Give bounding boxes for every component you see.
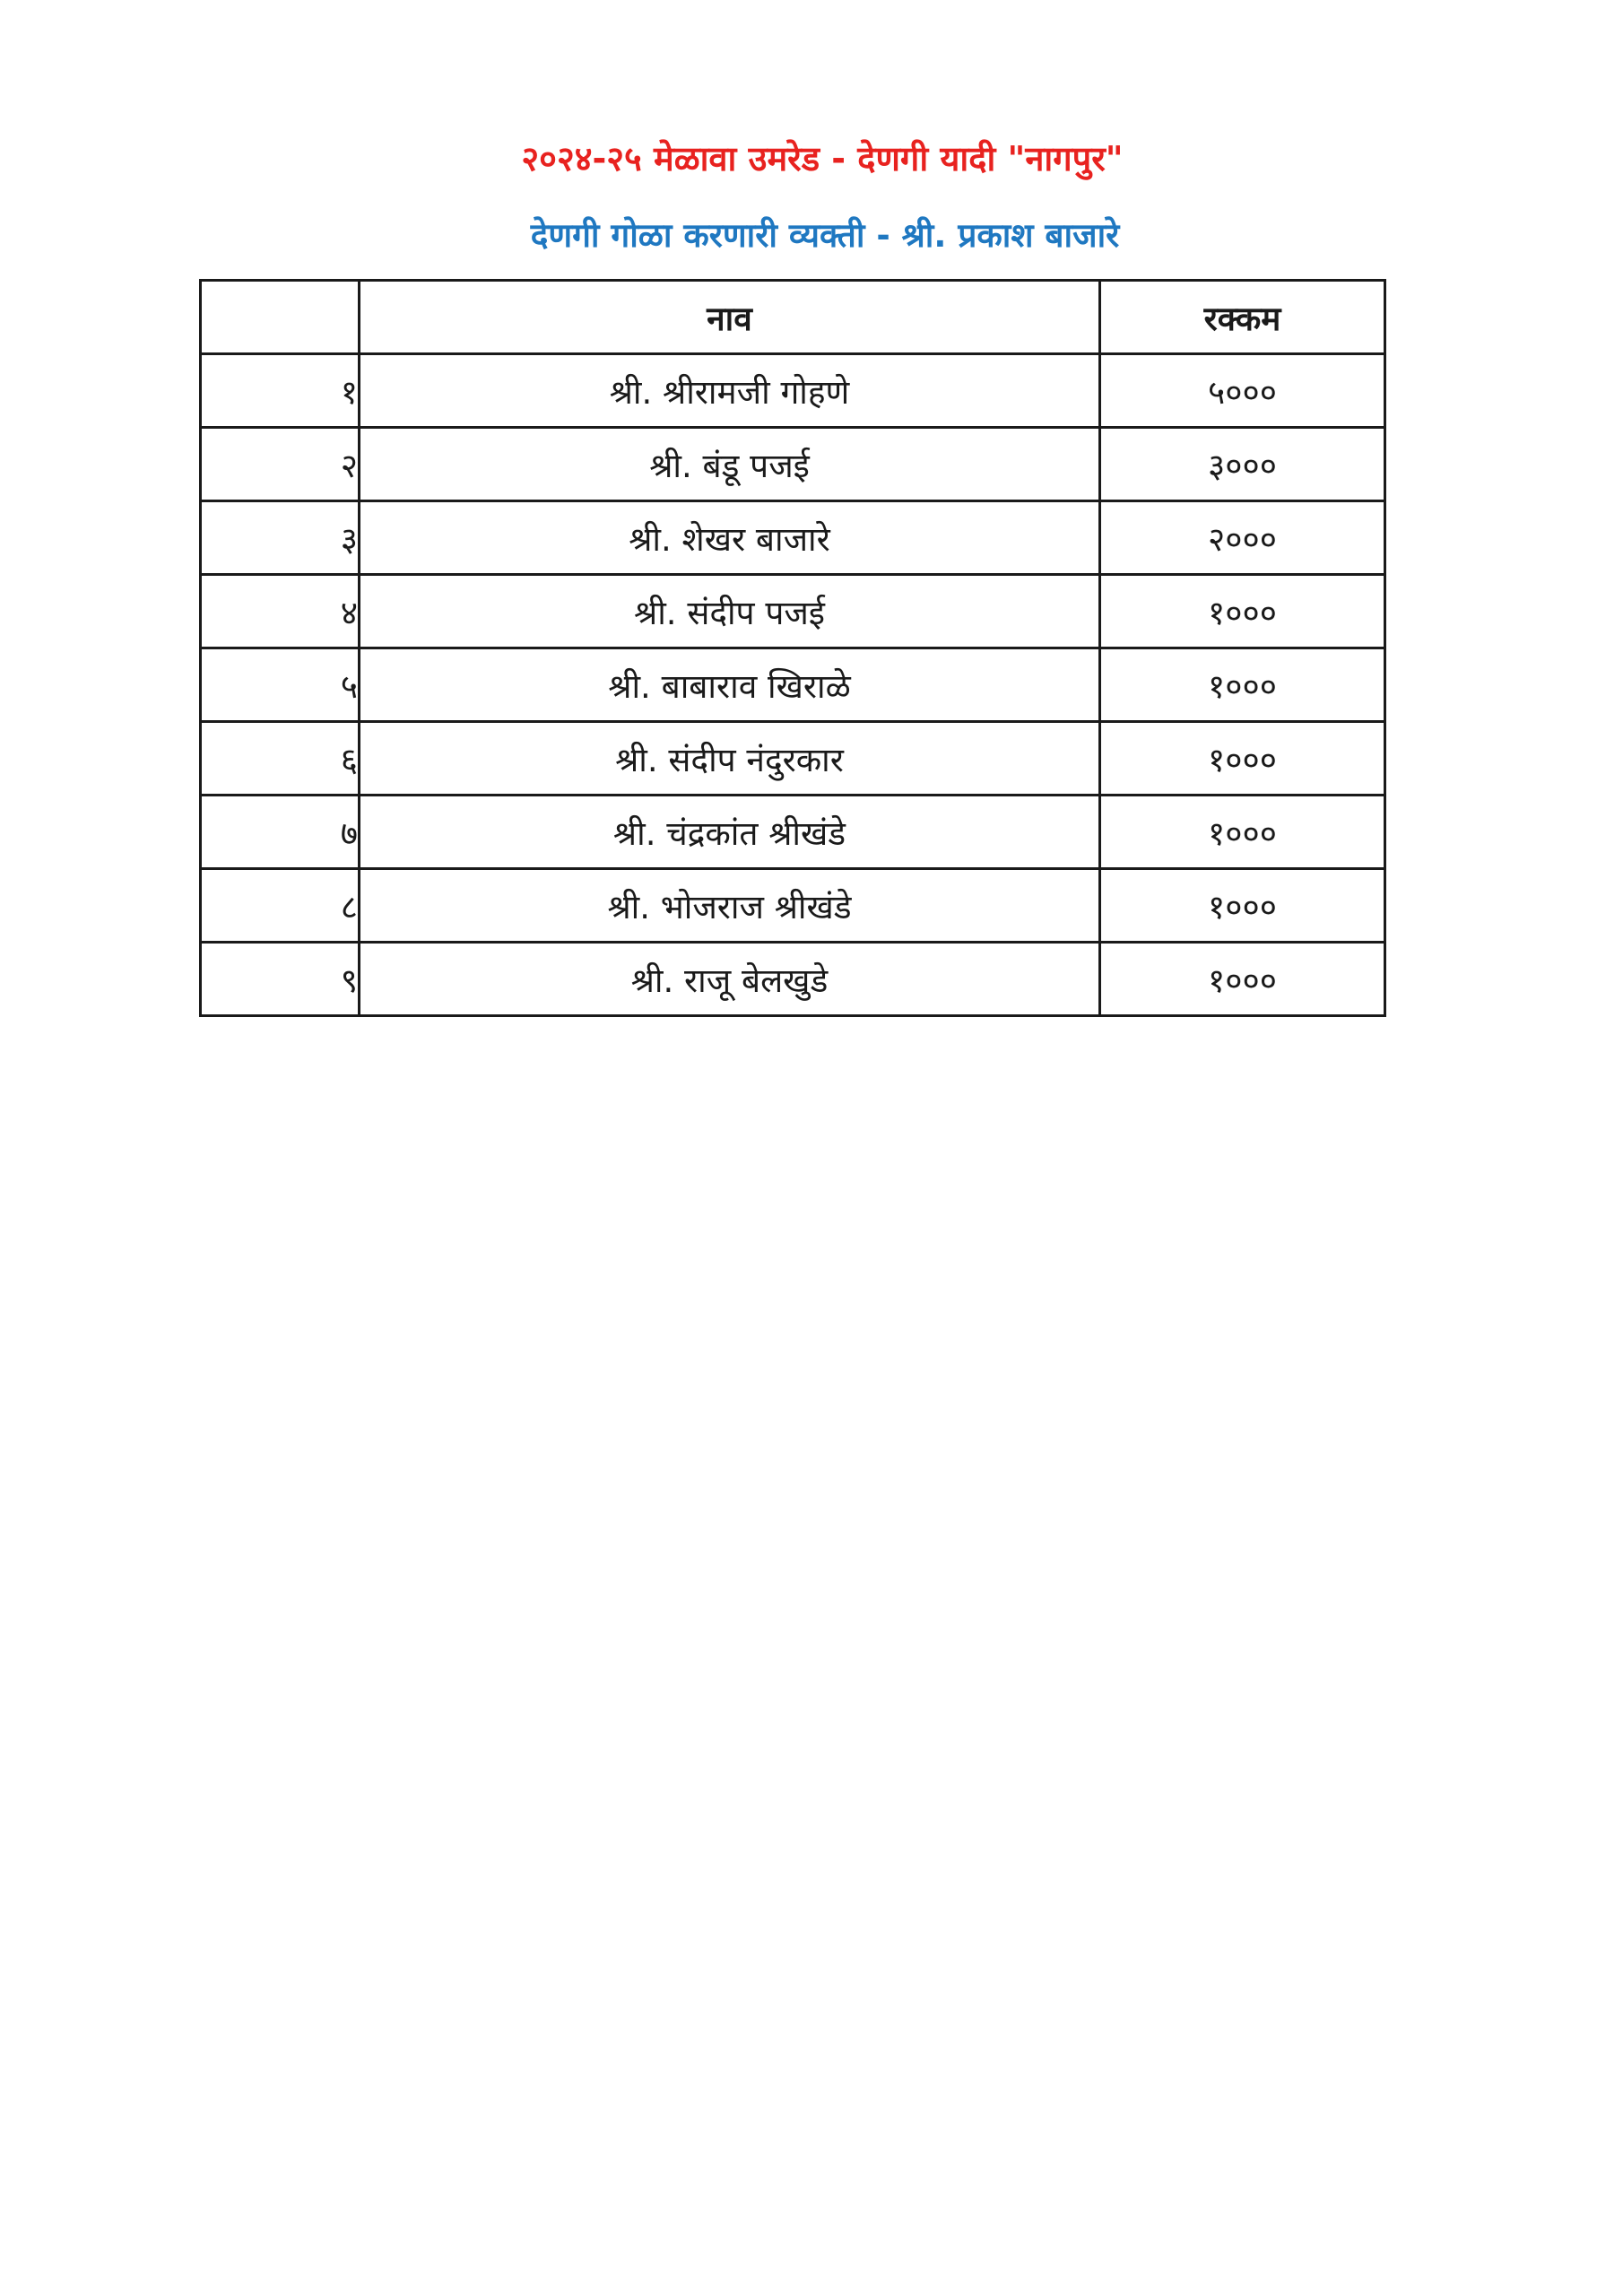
row-donor-name: श्री. राजू बेलखुडे <box>360 943 1100 1016</box>
table-header-row <box>201 281 1385 354</box>
row-donor-name: श्री. श्रीरामजी गोहणे <box>360 354 1100 428</box>
row-amount: १००० <box>1100 943 1385 1016</box>
header-serial-number <box>201 281 360 354</box>
table-row <box>201 501 1385 575</box>
row-amount: ३००० <box>1100 428 1385 501</box>
row-amount: १००० <box>1100 796 1385 869</box>
row-serial-number: ९ <box>201 943 360 1016</box>
row-amount: ५००० <box>1100 354 1385 428</box>
document-title: २०२४-२५ मेळावा उमरेड - देणगी यादी "नागपुर" <box>521 139 1124 178</box>
row-donor-name: श्री. भोजराज श्रीखंडे <box>360 869 1100 943</box>
row-donor-name: श्री. संदीप पजई <box>360 575 1100 648</box>
row-donor-name: श्री. शेखर बाजारे <box>360 501 1100 575</box>
row-amount: २००० <box>1100 501 1385 575</box>
table-row <box>201 722 1385 796</box>
header-name: नाव <box>360 281 1100 354</box>
row-amount: १००० <box>1100 575 1385 648</box>
row-serial-number: २ <box>201 428 360 501</box>
table-row <box>201 796 1385 869</box>
row-serial-number: ३ <box>201 501 360 575</box>
table-row <box>201 943 1385 1016</box>
row-serial-number: ४ <box>201 575 360 648</box>
collector-subtitle: देणगी गोळा करणारी व्यक्ती - श्री. प्रकाश बाजारे <box>530 216 1120 255</box>
row-donor-name: श्री. चंद्रकांत श्रीखंडे <box>360 796 1100 869</box>
row-amount: १००० <box>1100 722 1385 796</box>
row-donor-name: श्री. संदीप नंदुरकार <box>360 722 1100 796</box>
row-serial-number: १ <box>201 354 360 428</box>
table-row <box>201 869 1385 943</box>
row-amount: १००० <box>1100 869 1385 943</box>
row-amount: १००० <box>1100 648 1385 722</box>
header-amount: रक्कम <box>1100 281 1385 354</box>
table-row <box>201 648 1385 722</box>
row-donor-name: श्री. बंडू पजई <box>360 428 1100 501</box>
row-serial-number: ५ <box>201 648 360 722</box>
row-serial-number: ६ <box>201 722 360 796</box>
table-row <box>201 575 1385 648</box>
row-donor-name: श्री. बाबाराव खिराळे <box>360 648 1100 722</box>
table-row <box>201 428 1385 501</box>
table-row <box>201 354 1385 428</box>
row-serial-number: ७ <box>201 796 360 869</box>
donation-table <box>199 279 1386 1017</box>
row-serial-number: ८ <box>201 869 360 943</box>
